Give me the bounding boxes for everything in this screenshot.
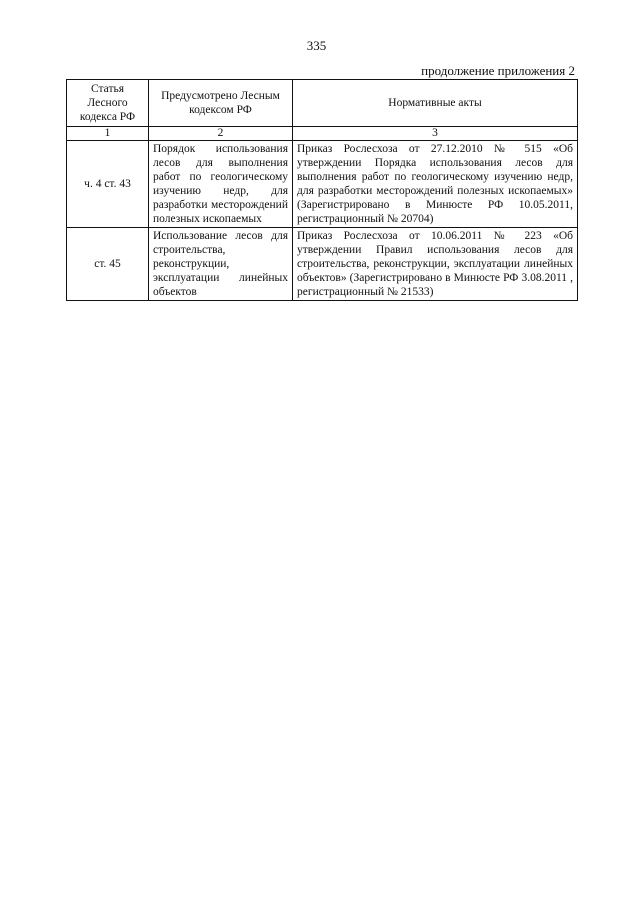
provided-cell: Порядок использования лесов для выполнения работ по геологическому изучению недр, для разработки месторождений полезных ископаемых bbox=[149, 141, 293, 228]
table-row bbox=[67, 228, 578, 301]
column-number: 3 bbox=[293, 127, 578, 141]
acts-cell: Приказ Рослесхоза от 27.12.2010 № 515 «Об утверждении Порядка использования лесов для выполнения работ по геологическому изучению недр, для разработки месторождений полезных ископаемых» (Зарегистрировано в Минюсте РФ 10.05.2011, регистрационный № 20704) bbox=[293, 141, 578, 228]
table-row bbox=[67, 141, 578, 228]
header-article: Статья Лесного кодекса РФ bbox=[67, 80, 149, 127]
column-number: 2 bbox=[149, 127, 293, 141]
header-provided: Предусмотрено Лесным кодексом РФ bbox=[149, 80, 293, 127]
table-header-row bbox=[67, 80, 578, 127]
column-number: 1 bbox=[67, 127, 149, 141]
article-cell: ст. 45 bbox=[67, 228, 149, 301]
column-number-row bbox=[67, 127, 578, 141]
page-number: 335 bbox=[306, 38, 327, 53]
normative-acts-table bbox=[66, 79, 578, 301]
acts-cell: Приказ Рослесхоза от 10.06.2011 № 223 «Об утверждении Правил использования лесов для строительства, реконструкции, эксплуатации линейных объектов» (Зарегистрировано в Минюсте РФ 3.08.2011 , регистрационный № 21533) bbox=[293, 228, 578, 301]
continuation-label: продолжение приложения 2 bbox=[421, 63, 575, 78]
provided-cell: Использование лесов для строительства, реконструкции, эксплуатации линейных объектов bbox=[149, 228, 293, 301]
header-acts: Нормативные акты bbox=[293, 80, 578, 127]
article-cell: ч. 4 ст. 43 bbox=[67, 141, 149, 228]
